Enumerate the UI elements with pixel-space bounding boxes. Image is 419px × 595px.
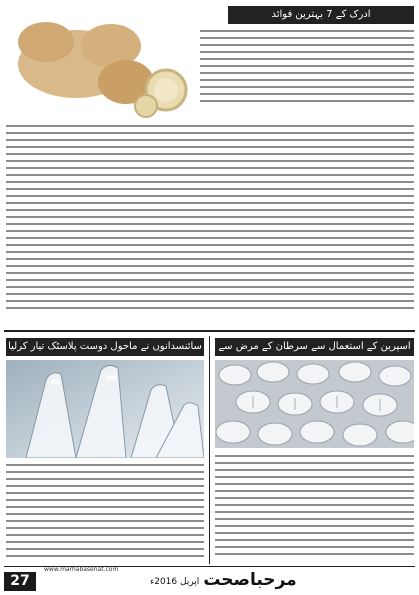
aspirin-article-body	[215, 455, 414, 560]
plastic-bottles-photo	[6, 360, 204, 458]
bottles-article-body	[6, 464, 204, 562]
ginger-article-title: ادرک کے 7 بہترین فوائد	[228, 6, 414, 24]
bottles-article-title: سائنسدانوں نے ماحول دوست پلاسٹک تیار کرلیا	[6, 338, 204, 356]
page-number: 27	[4, 572, 36, 591]
aspirin-pills-photo	[215, 360, 414, 448]
column-divider	[209, 336, 210, 564]
aspirin-article-title: اسپرین کے استعمال سے سرطان کے مرض سے	[215, 338, 414, 356]
website-url: www.marhabasehat.com	[44, 566, 119, 573]
section-divider	[4, 330, 415, 332]
ginger-article-body	[6, 125, 414, 314]
issue-date: اپریل 2016ء	[150, 577, 200, 587]
magazine-logo: مرحباصحت	[203, 570, 297, 590]
ginger-article-body-right	[200, 30, 414, 107]
ginger-photo	[6, 6, 194, 118]
